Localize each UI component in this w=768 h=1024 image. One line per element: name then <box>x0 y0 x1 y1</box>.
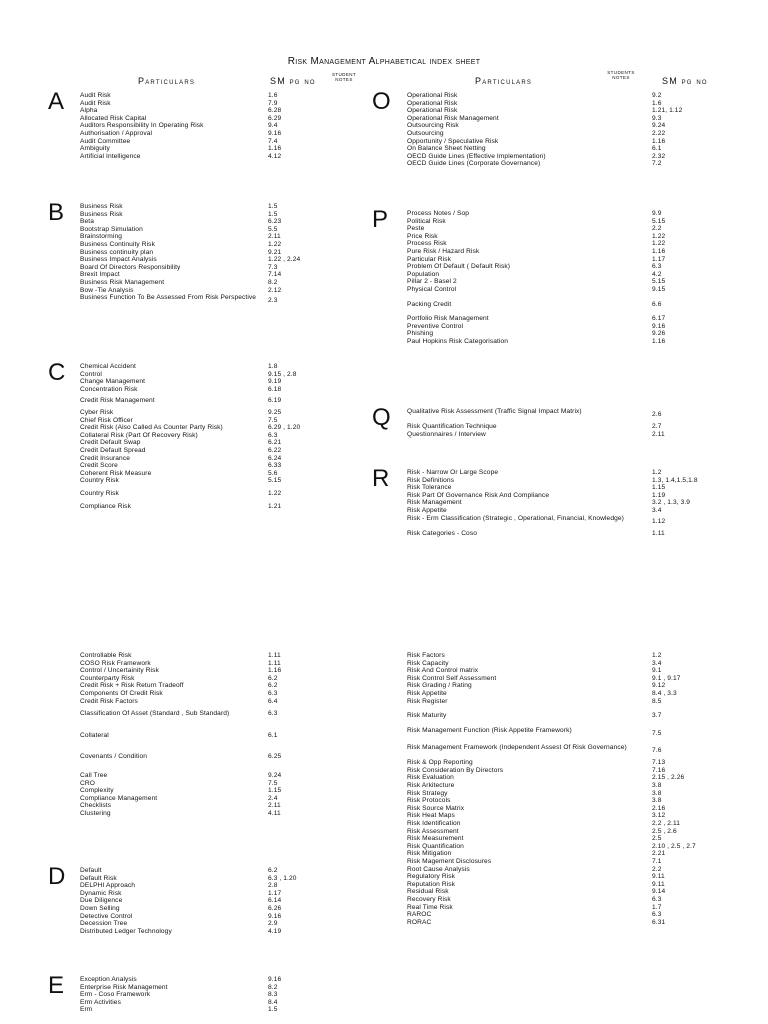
entry-page-number: 1.2 <box>652 469 662 476</box>
section-letter-b: B <box>48 199 65 226</box>
entry-particular: Business Risk <box>80 210 123 218</box>
entry-particular: Outsourcing Risk <box>407 122 459 130</box>
entry-particular: Business Continuity Risk <box>80 241 155 248</box>
entry-particular: Control / Uncertainity Risk <box>80 667 159 675</box>
entry-page-number: 9.16 <box>652 322 666 330</box>
entry-page-number: 6.17 <box>652 315 666 323</box>
entry-page-number: 9.19 <box>268 378 282 386</box>
entry-particular: Coherent Risk Measure <box>80 469 152 477</box>
entry-particular: Credit Insurance <box>80 454 130 462</box>
entry-page-number: 9.3 <box>652 114 662 122</box>
entry-page-number: 2.22 <box>652 130 666 137</box>
entry-page-number: 2.11 <box>652 430 665 438</box>
entry-particular: Risk Identification <box>407 820 461 827</box>
entry-particular: Risk Register <box>407 697 448 705</box>
entry-page-number: 9.1 , 9.17 <box>652 674 681 682</box>
entry-particular: Business Risk <box>80 203 123 210</box>
entry-page-number: 2.21 <box>652 850 666 858</box>
entry-page-number: 7.13 <box>652 759 666 767</box>
entry-page-number: 6.2 <box>268 674 278 682</box>
entry-page-number: 5.15 <box>652 217 666 225</box>
entry-page-number: 2.5 , 2.6 <box>652 827 677 835</box>
entry-page-number: 9.21 <box>268 248 282 256</box>
entry-page-number: 6.3 , 1.20 <box>268 874 297 882</box>
entry-page-number: 1.16 <box>652 338 666 345</box>
entry-particular: Distributed Ledger Technology <box>80 927 172 935</box>
entry-page-number: 6.31 <box>652 918 666 926</box>
entry-page-number: 8.2 <box>268 279 278 286</box>
entry-particular: Population <box>407 270 440 278</box>
entry-particular: Authorisation / Approval <box>80 130 153 137</box>
entry-page-number: 1.22 <box>268 490 282 497</box>
entry-particular: Risk - Erm Classification (Strategic , Operational, Financial, Knowledge) <box>407 514 624 522</box>
entry-particular: Bootstrap Simulation <box>80 225 143 233</box>
entry-page-number: 3.4 <box>652 659 662 667</box>
entry-page-number: 6.3 <box>268 431 278 439</box>
entry-page-number: 2.15 , 2.26 <box>652 774 685 782</box>
entry-page-number: 9.11 <box>652 873 665 881</box>
entry-page-number: 7.5 <box>268 416 278 424</box>
entry-particular: Risk Management Function (Risk Appetite Framework) <box>407 726 572 734</box>
entry-page-number: 6.18 <box>268 385 282 393</box>
entry-particular: RORAC <box>407 918 432 926</box>
entry-particular: Problem Of Default ( Default Risk) <box>407 263 511 271</box>
student-notes-header-left: STUDENT NOTES <box>331 72 357 82</box>
entry-page-number: 6.26 <box>268 905 282 912</box>
entry-particular: Risk Control Self Assessment <box>407 674 497 682</box>
entry-page-number: 2.2 <box>652 225 662 233</box>
entry-particular: Risk Maturity <box>407 712 447 720</box>
entry-page-number: 3.8 <box>652 782 662 789</box>
entry-page-number: 9.2 <box>652 92 662 99</box>
entry-page-number: 9.26 <box>652 330 666 338</box>
entry-page-number: 7.5 <box>268 779 278 787</box>
sm-pg-no-header-left: SM pg no <box>270 76 316 86</box>
entry-particular: Erm - Coso Framework <box>80 991 151 999</box>
entry-page-number: 8.4 , 3.3 <box>652 690 677 697</box>
entry-particular: Business Risk Management <box>80 279 165 286</box>
entry-page-number: 7.14 <box>268 271 282 279</box>
entry-page-number: 1.6 <box>652 99 662 107</box>
section-letter-p: P <box>372 206 389 233</box>
entry-page-number: 2.7 <box>652 423 662 431</box>
entry-particular: Brainstorming <box>80 233 122 241</box>
entry-page-number: 2.32 <box>652 152 666 160</box>
entry-particular: Alpha <box>80 107 98 115</box>
entry-page-number: 6.29 <box>268 114 282 122</box>
entry-page-number: 1.7 <box>652 903 662 911</box>
entry-page-number: 2.11 <box>268 233 281 241</box>
entry-particular: Political Risk <box>407 217 446 225</box>
entry-page-number: 6.21 <box>268 439 282 447</box>
entry-page-number: 9.16 <box>268 130 282 137</box>
entry-particular: Risk Consideration By Directors <box>407 766 504 774</box>
entry-particular: Detective Control <box>80 912 133 920</box>
entry-page-number: 1.16 <box>268 145 282 153</box>
entry-page-number: 6.3 <box>268 690 278 697</box>
entry-particular: Risk Protocols <box>407 797 451 805</box>
particulars-header-left: Particulars <box>138 76 196 86</box>
entry-page-number: 2.11 <box>268 802 281 810</box>
entry-particular: Paul Hopkins Risk Categorisation <box>407 338 509 345</box>
entry-particular: Exception Analysis <box>80 976 137 983</box>
entry-particular: Bow -Tie Analysis <box>80 286 134 294</box>
entry-page-number: 2.8 <box>268 882 278 890</box>
sm-pg-no-header-right: SM pg no <box>662 76 708 86</box>
entry-particular: CRO <box>80 779 95 787</box>
entry-page-number: 6.28 <box>268 107 282 115</box>
entry-particular: Chemical Accident <box>80 363 136 370</box>
entry-page-number: 1.15 <box>268 787 282 795</box>
entry-page-number: 2.16 <box>652 804 666 812</box>
entry-page-number: 9.14 <box>652 888 666 896</box>
entry-page-number: 1.11 <box>268 659 281 667</box>
entry-particular: Outsourcing <box>407 130 444 137</box>
entry-page-number: 2.4 <box>268 794 278 802</box>
entry-page-number: 2.2 <box>652 865 662 873</box>
entry-particular: Audit Risk <box>80 99 111 107</box>
entry-page-number: 8.4 <box>268 998 278 1006</box>
entry-page-number: 1.16 <box>652 137 666 145</box>
entry-particular: Risk Quantification <box>407 842 464 850</box>
entry-page-number: 1.3, 1.4,1.5,1.8 <box>652 476 698 484</box>
entry-particular: Concentration Risk <box>80 385 138 393</box>
entry-page-number: 6.29 , 1.20 <box>268 424 301 432</box>
entry-page-number: 6.1 <box>268 731 278 739</box>
entry-page-number: 1.11 <box>268 652 281 659</box>
entry-page-number: 9.24 <box>268 772 282 779</box>
entry-particular: Credit Default Swap <box>80 439 141 447</box>
entry-page-number: 1.6 <box>268 92 278 99</box>
entry-particular: Questionnaires / Interview <box>407 430 486 438</box>
entry-particular: Risk Management Framework (Independent Assest Of Risk Governance) <box>407 744 627 751</box>
entry-particular: Business Impact Analysis <box>80 256 157 264</box>
entry-particular: Qualitative Risk Assessment (Traffic Signal Impact Matrix) <box>407 408 582 415</box>
entry-page-number: 1.15 <box>652 484 666 492</box>
entry-page-number: 5.6 <box>268 469 278 477</box>
entry-particular: Pure Risk / Hazard Risk <box>407 248 480 255</box>
entry-particular: Peste <box>407 225 425 233</box>
entry-page-number: 1.5 <box>268 1006 278 1014</box>
entry-particular: Process Risk <box>407 240 447 248</box>
entry-page-number: 7.5 <box>652 729 662 737</box>
entry-particular: Credit Risk Management <box>80 397 155 405</box>
entry-page-number: 5.15 <box>268 477 282 485</box>
entry-particular: Compliance Risk <box>80 502 131 510</box>
entry-particular: Risk Arkitecture <box>407 782 455 789</box>
entry-page-number: 6.24 <box>268 454 282 462</box>
entry-particular: Regulatory Risk <box>407 873 456 881</box>
entry-page-number: 9.25 <box>268 409 282 416</box>
entry-page-number: 7.3 <box>268 263 278 271</box>
entry-page-number: 1.21, 1.12 <box>652 107 683 115</box>
entry-particular: Business Function To Be Assessed From Risk Perspective <box>80 294 257 302</box>
entry-page-number: 9.15 <box>652 286 666 293</box>
entry-particular: Risk Appetite <box>407 507 447 514</box>
entry-page-number: 1.22 , 2.24 <box>268 256 301 264</box>
entry-page-number: 2.12 <box>268 286 282 294</box>
entry-page-number: 5.5 <box>268 225 278 233</box>
entry-page-number: 1.19 <box>652 491 666 499</box>
entry-particular: Beta <box>80 218 94 226</box>
entry-page-number: 7.9 <box>268 99 278 107</box>
section-letter-a: A <box>48 88 65 115</box>
entry-page-number: 9.11 <box>652 880 665 888</box>
entry-particular: Price Risk <box>407 232 438 240</box>
entry-particular: Operational Risk Management <box>407 114 499 122</box>
entry-particular: Counterparty Risk <box>80 674 135 682</box>
entry-page-number: 2.5 <box>652 835 662 843</box>
entry-page-number: 6.2 <box>268 867 278 874</box>
entry-page-number: 2.6 <box>652 411 662 418</box>
entry-page-number: 1.16 <box>268 667 282 675</box>
entry-particular: Brexit Impact <box>80 271 120 279</box>
entry-particular: Credit Default Spread <box>80 447 146 454</box>
entry-particular: Credit Risk (Also Called As Counter Party Risk) <box>80 424 223 432</box>
entry-particular: COSO Risk Framework <box>80 659 151 667</box>
entry-page-number: 6.33 <box>268 462 282 470</box>
entry-page-number: 7.4 <box>268 137 278 145</box>
entry-page-number: 8.5 <box>652 697 662 705</box>
entry-particular: Control <box>80 370 102 378</box>
entry-particular: Covenants / Condition <box>80 753 147 761</box>
entry-particular: Risk Strategy <box>407 789 448 797</box>
student-notes-header-right: STUDENTS NOTES <box>607 70 635 80</box>
entry-page-number: 9.1 <box>652 667 662 675</box>
entry-particular: Risk And Control matrix <box>407 667 479 675</box>
entry-page-number: 6.6 <box>652 300 662 308</box>
entry-particular: Risk Source Matrix <box>407 804 465 812</box>
entry-page-number: 1.5 <box>268 203 278 210</box>
entry-particular: Board Of Directors Responsibility <box>80 263 181 271</box>
entry-page-number: 9.12 <box>652 682 666 690</box>
entry-page-number: 6.4 <box>268 697 278 705</box>
entry-page-number: 6.3 <box>652 896 662 903</box>
entry-particular: Risk Tolerance <box>407 484 452 492</box>
entry-page-number: 5.15 <box>652 278 666 286</box>
entry-particular: Risk Magement Disclosures <box>407 858 492 865</box>
section-letter-o: O <box>372 88 391 115</box>
entry-page-number: 1.11 <box>652 529 665 537</box>
entry-particular: Components Of Credit Risk <box>80 690 163 697</box>
entry-particular: Auditors Responsibility In Operating Risk <box>80 122 204 130</box>
entry-particular: Collateral <box>80 731 109 739</box>
entry-particular: Risk Capacity <box>407 659 449 667</box>
entry-particular: Country Risk <box>80 490 119 497</box>
entry-particular: Real Time Risk <box>407 903 453 911</box>
entry-particular: Controllable Risk <box>80 652 132 659</box>
entry-particular: Portfolio Risk Management <box>407 315 489 323</box>
entry-page-number: 3.2 , 1.3, 3.9 <box>652 499 691 507</box>
entry-particular: Default Risk <box>80 874 117 882</box>
section-letter-d: D <box>48 863 66 890</box>
entry-particular: Pillar 2 - Basel 2 <box>407 278 457 286</box>
entry-particular: Preventive Control <box>407 322 464 330</box>
entry-page-number: 6.3 <box>652 911 662 919</box>
entry-particular: Risk Part Of Governance Risk And Compliance <box>407 491 550 499</box>
entry-page-number: 9.16 <box>268 976 282 983</box>
entry-page-number: 2.9 <box>268 920 278 928</box>
entry-particular: OECD Guide Lines (Effective Implementation) <box>407 152 546 160</box>
section-letter-c: C <box>48 359 66 386</box>
entry-particular: Change Management <box>80 378 146 386</box>
entry-page-number: 3.12 <box>652 812 666 820</box>
entry-particular: Dynamic Risk <box>80 889 122 897</box>
entry-particular: Risk Management <box>407 499 462 507</box>
entry-particular: Risk Appetite <box>407 690 447 697</box>
entry-particular: Risk Assessment <box>407 827 459 835</box>
entry-particular: Risk Factors <box>407 652 445 659</box>
section-letter-e: E <box>48 972 65 999</box>
entry-particular: Risk Evaluation <box>407 774 454 782</box>
entry-page-number: 9.15 , 2.8 <box>268 370 297 378</box>
entry-page-number: 6.3 <box>268 710 278 718</box>
entry-page-number: 9.4 <box>268 122 278 130</box>
entry-page-number: 1.2 <box>652 652 662 659</box>
entry-particular: Checklists <box>80 802 112 810</box>
entry-page-number: 4.11 <box>268 810 281 817</box>
entry-page-number: 1.5 <box>268 210 278 218</box>
entry-particular: Operational Risk <box>407 92 458 99</box>
entry-page-number: 9.24 <box>652 122 666 130</box>
entry-particular: Chief Risk Officer <box>80 416 133 424</box>
entry-particular: Particular Risk <box>407 255 452 263</box>
entry-particular: Compliance Management <box>80 794 158 802</box>
entry-page-number: 2.2 , 2.11 <box>652 820 681 827</box>
entry-particular: Credit Risk Factors <box>80 697 138 705</box>
entry-particular: Residual Risk <box>407 888 449 896</box>
entry-page-number: 7.2 <box>652 160 662 168</box>
entry-particular: Phishing <box>407 330 434 338</box>
entry-particular: DELPHI Approach <box>80 882 136 890</box>
entry-page-number: 6.22 <box>268 447 282 454</box>
entry-page-number: 1.12 <box>652 517 666 525</box>
entry-page-number: 1.22 <box>268 241 282 248</box>
entry-particular: RAROC <box>407 911 432 919</box>
entry-particular: Default <box>80 867 102 874</box>
entry-particular: Erm <box>80 1006 93 1014</box>
entry-page-number: 7.16 <box>652 766 666 774</box>
entry-particular: Risk & Opp Reporting <box>407 759 473 767</box>
entry-page-number: 1.16 <box>652 248 666 255</box>
entry-particular: Recovery Risk <box>407 896 451 903</box>
entry-particular: Audit Risk <box>80 92 111 99</box>
entry-particular: Complexity <box>80 787 114 795</box>
entry-page-number: 3.4 <box>652 507 662 514</box>
entry-particular: Erm Activities <box>80 998 121 1006</box>
entry-page-number: 4.12 <box>268 152 282 160</box>
entry-page-number: 1.17 <box>652 255 666 263</box>
entry-particular: Risk Quantification Technique <box>407 423 497 431</box>
entry-particular: Audit Committee <box>80 137 131 145</box>
entry-page-number: 3.8 <box>652 797 662 805</box>
entry-particular: Credit Risk + Risk Return Tradeoff <box>80 682 184 690</box>
particulars-header-right: Particulars <box>475 76 533 86</box>
entry-page-number: 6.23 <box>268 218 282 226</box>
entry-particular: Process Notes / Sop <box>407 210 470 217</box>
entry-particular: Risk - Narrow Or Large Scope <box>407 469 499 476</box>
entry-particular: Collateral Risk (Part Of Recovery Risk) <box>80 431 198 439</box>
entry-particular: Physical Control <box>407 286 457 293</box>
entry-particular: Risk Grading / Rating <box>407 682 472 690</box>
entry-page-number: 2.3 <box>268 297 278 305</box>
entry-page-number: 4.19 <box>268 927 282 935</box>
entry-particular: Call Tree <box>80 772 108 779</box>
entry-page-number: 6.2 <box>268 682 278 690</box>
entry-page-number: 7.6 <box>652 747 662 754</box>
entry-page-number: 6.1 <box>652 145 662 153</box>
entry-particular: Root Cause Analysis <box>407 865 470 873</box>
entry-page-number: 2.10 , 2.5 , 2.7 <box>652 842 696 850</box>
entry-particular: Clustering <box>80 810 111 817</box>
entry-page-number: 3.7 <box>652 712 662 720</box>
entry-page-number: 4.2 <box>652 270 662 278</box>
entry-page-number: 7.1 <box>652 858 662 865</box>
entry-particular: Business continuity plan <box>80 248 154 256</box>
entry-particular: Operational Risk <box>407 107 458 115</box>
entry-page-number: 9.16 <box>268 912 282 920</box>
entry-particular: Decession Tree <box>80 920 128 928</box>
entry-page-number: 6.25 <box>268 753 282 761</box>
entry-particular: Due Diligence <box>80 897 123 905</box>
entry-particular: Packing Credit <box>407 300 452 308</box>
entry-particular: Operational Risk <box>407 99 458 107</box>
section-letter-q: Q <box>372 404 391 431</box>
entry-particular: Artificial Intelligence <box>80 152 141 160</box>
entry-particular: On Balance Sheet Netting <box>407 145 486 153</box>
entry-particular: Cyber Risk <box>80 409 114 416</box>
entry-particular: Down Selling <box>80 905 120 912</box>
entry-particular: Allocated Risk Capital <box>80 114 147 122</box>
entry-particular: Credit Score <box>80 462 118 470</box>
entry-page-number: 1.8 <box>268 363 278 370</box>
entry-particular: OECD Guide Lines (Corporate Governance) <box>407 160 541 168</box>
entry-page-number: 6.14 <box>268 897 282 905</box>
page-title: Risk Management Alphabetical index sheet <box>287 56 481 67</box>
entry-page-number: 3.8 <box>652 789 662 797</box>
entry-particular: Risk Measurement <box>407 835 464 843</box>
entry-particular: Opportunity / Speculative Risk <box>407 137 499 145</box>
entry-particular: Risk Mitigation <box>407 850 452 858</box>
entry-particular: Risk Definitions <box>407 476 455 484</box>
entry-particular: Classification Of Asset (Standard , Sub Standard) <box>80 710 230 718</box>
entry-particular: Risk Categories - Coso <box>407 529 477 537</box>
entry-particular: Enterprise Risk Management <box>80 983 168 991</box>
entry-page-number: 1.22 <box>652 232 666 240</box>
entry-page-number: 1.17 <box>268 889 282 897</box>
entry-page-number: 1.22 <box>652 240 666 248</box>
entry-page-number: 6.3 <box>652 263 662 271</box>
entry-particular: Risk Heat Maps <box>407 812 455 820</box>
entry-particular: Country Risk <box>80 477 119 485</box>
entry-page-number: 6.19 <box>268 397 282 405</box>
entry-page-number: 9.9 <box>652 210 662 217</box>
entry-page-number: 8.2 <box>268 983 278 991</box>
entry-page-number: 8.3 <box>268 991 278 999</box>
entry-particular: Ambiguity <box>80 145 110 153</box>
entry-page-number: 1.21 <box>268 502 282 510</box>
entry-particular: Reputation Risk <box>407 880 456 888</box>
section-letter-r: R <box>372 465 390 492</box>
